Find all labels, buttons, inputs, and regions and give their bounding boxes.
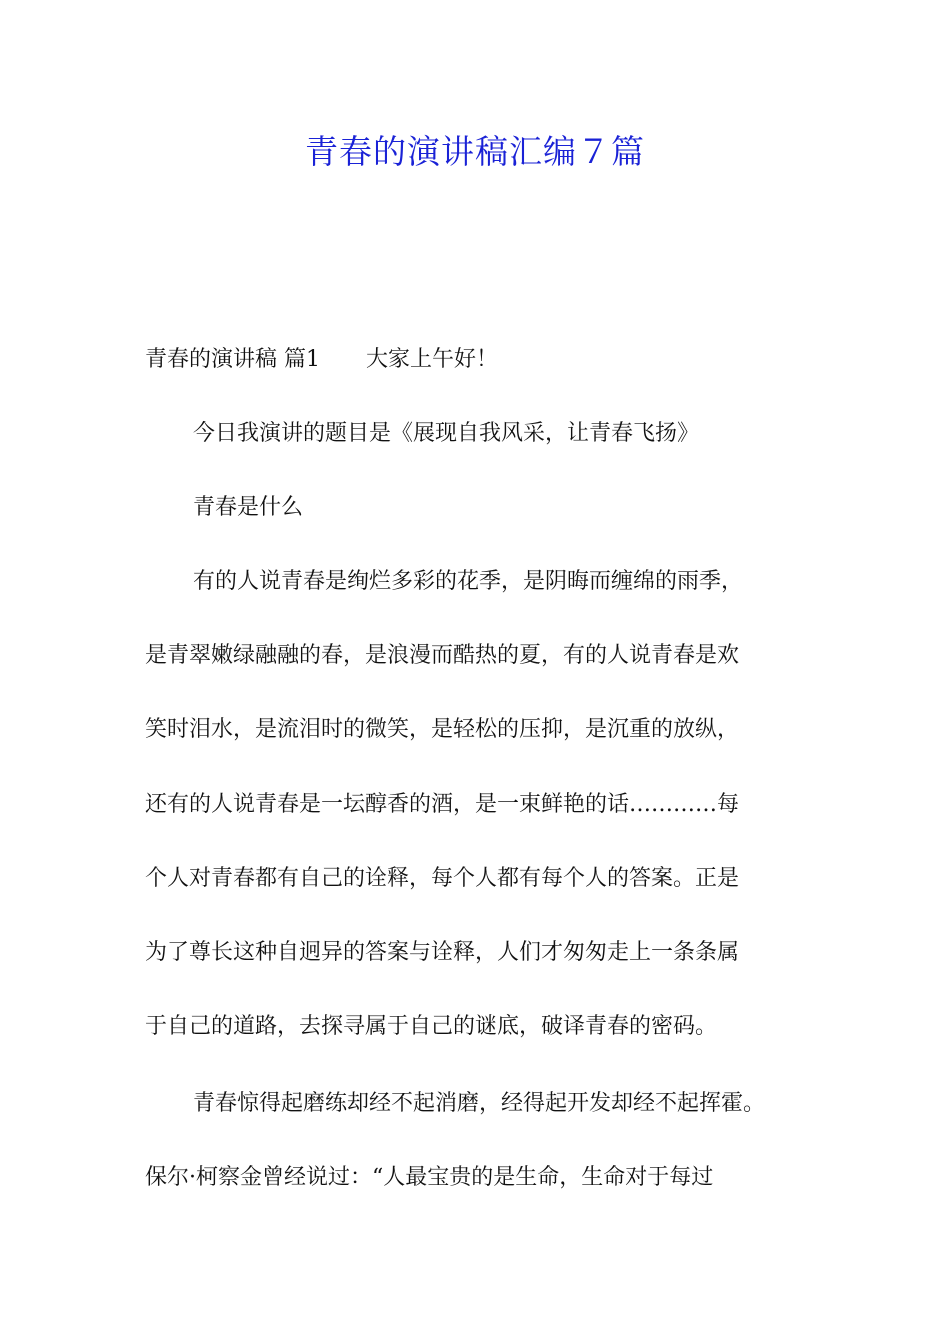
paragraph-line: 今日我演讲的题目是《展现自我风采，让青春飞扬》: [193, 421, 700, 446]
paragraph-line: 于自己的道路，去探寻属于自己的谜底，破译青春的密码。: [145, 1014, 718, 1039]
paragraph-line: 笑时泪水，是流泪时的微笑，是轻松的压抑，是沉重的放纵，: [145, 717, 740, 742]
paragraph-line: 青春惊得起磨练却经不起消磨，经得起开发却经不起挥霍。: [193, 1091, 766, 1116]
paragraph-line: 为了尊长这种自迥异的答案与诠释，人们才匆匆走上一条条属: [145, 940, 740, 965]
paragraph-line: 保尔·柯察金曾经说过：“人最宝贵的是生命，生命对于每过: [145, 1165, 714, 1190]
paragraph-line: 还有的人说青春是一坛醇香的酒，是一束鲜艳的话…………每: [145, 792, 740, 817]
document-title: 青春的演讲稿汇编７篇: [305, 132, 645, 171]
paragraph-line: 个人对青春都有自己的诠释，每个人都有每个人的答案。正是: [145, 866, 740, 891]
section-heading-line: [145, 344, 498, 376]
paragraph-line: 是青翠嫩绿融融的春，是浪漫而酷热的夏，有的人说青春是欢: [145, 643, 740, 668]
greeting: 大家上午好！: [366, 347, 499, 372]
paragraph-line: 有的人说青春是绚烂多彩的花季，是阴晦而缠绵的雨季，: [193, 569, 744, 594]
paragraph-line: 青春是什么: [193, 495, 304, 520]
section-heading: 青春的演讲稿 篇1: [145, 347, 320, 372]
